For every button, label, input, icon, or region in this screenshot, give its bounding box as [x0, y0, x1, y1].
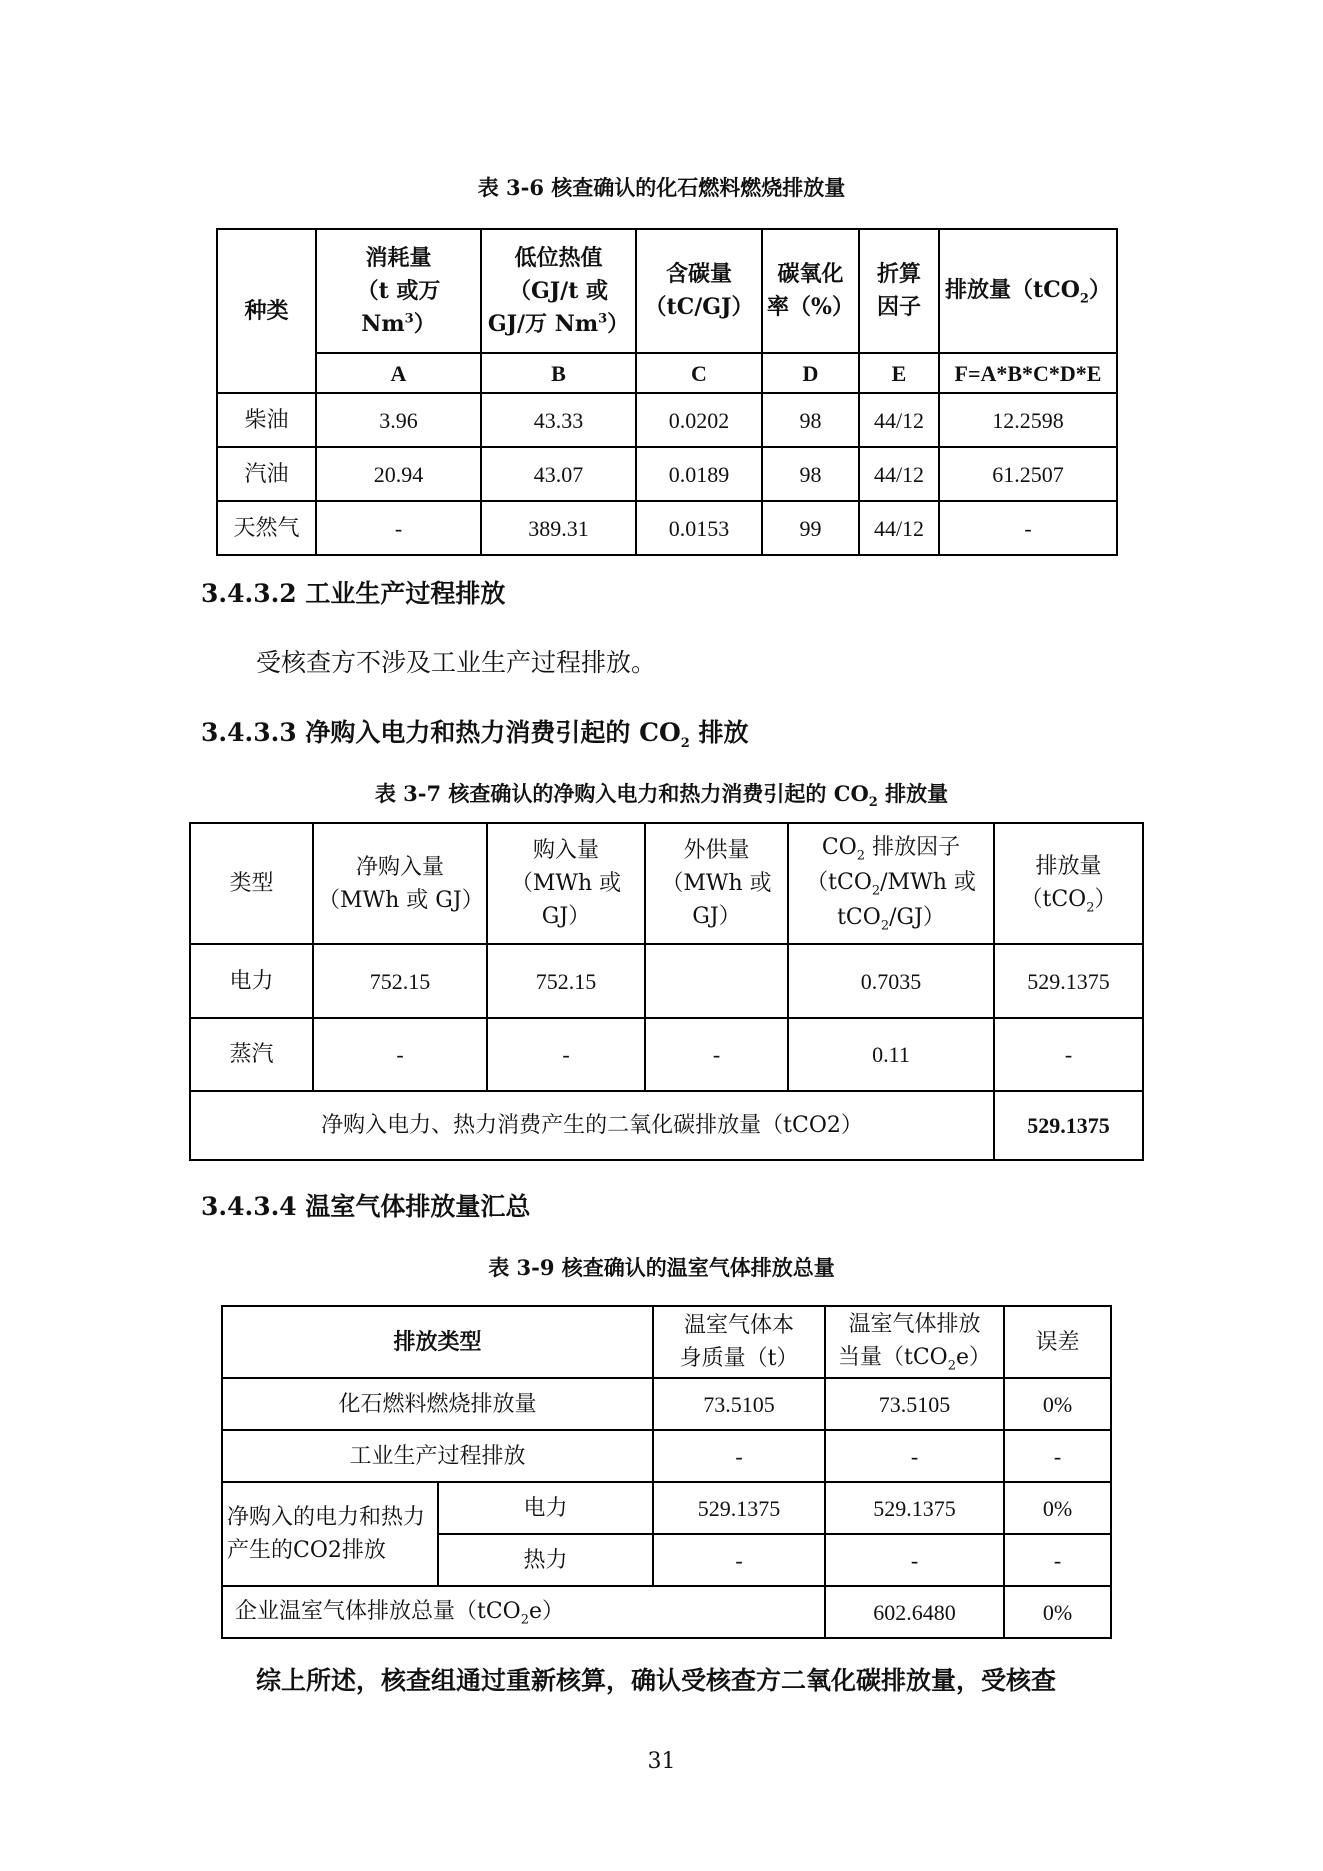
- header-oxidation-line2: 率（%）: [767, 294, 854, 320]
- header-net-purchase: [313, 823, 487, 944]
- section-3432-heading: 3.4.3.2 工业生产过程排放: [201, 579, 506, 608]
- section-3433-heading-end: 排放: [689, 718, 749, 747]
- ncv-unit2-end: ）: [607, 310, 630, 337]
- header-supply-line1: 外供量: [683, 838, 750, 863]
- cell-c: 0.0153: [636, 501, 762, 555]
- header-carbon-unit: （tC/GJ）: [644, 294, 754, 320]
- table-3-9-caption: 表 3-9 核查确认的温室气体排放总量: [488, 1255, 835, 1280]
- cell-b: 43.07: [481, 447, 636, 501]
- ncv-unit2-text: GJ/万 Nm: [487, 310, 599, 337]
- fuel-name: 天然气: [217, 501, 316, 555]
- header-ncv-unit2: [486, 308, 631, 341]
- fossil-error: 0%: [1004, 1378, 1111, 1430]
- table-3-6-letter-row: [217, 353, 1117, 393]
- fossil-mass: 73.5105: [653, 1378, 825, 1430]
- header-consumption: [316, 229, 481, 353]
- conclusion-text: 综上所述，核查组通过重新核算，确认受核查方二氧化碳排放量，受核查: [256, 1666, 1057, 1695]
- header-emission-factor: [788, 823, 994, 944]
- cell-buy: -: [487, 1018, 645, 1091]
- total-equiv: 602.6480: [825, 1586, 1004, 1638]
- electricity-equiv: 529.1375: [825, 1482, 1004, 1534]
- cell-f: -: [939, 501, 1117, 555]
- electricity-mass: 529.1375: [653, 1482, 825, 1534]
- fuel-name: 柴油: [217, 393, 316, 447]
- factor2-end: /MWh 或: [880, 870, 976, 896]
- header-consumption-label: 消耗量: [365, 244, 432, 271]
- header-gas-mass: [653, 1306, 825, 1378]
- letter-c: C: [636, 353, 762, 393]
- header-emission-type: 排放类型: [222, 1306, 653, 1378]
- header-factor: [859, 229, 939, 353]
- total-label: [222, 1586, 825, 1638]
- emis2-sub: 2: [1086, 899, 1095, 915]
- header-supply-line3: GJ）: [692, 904, 741, 929]
- table-row: [222, 1482, 1111, 1534]
- header-equiv-line1: 温室气体排放: [848, 1312, 981, 1338]
- cell-net: -: [313, 1018, 487, 1091]
- header-oxidation: [762, 229, 859, 353]
- industrial-mass: -: [653, 1430, 825, 1482]
- cell-supply: [645, 944, 788, 1018]
- emis2-end: ）: [1094, 886, 1117, 912]
- header-emis-line2: [999, 883, 1138, 918]
- heat-equiv: -: [825, 1534, 1004, 1586]
- emis2-text: （tCO: [1020, 886, 1087, 912]
- fossil-equiv: 73.5105: [825, 1378, 1004, 1430]
- header-oxidation-line1: 碳氧化: [777, 261, 844, 287]
- total-error: 0%: [1004, 1586, 1111, 1638]
- consumption-unit-sup: 3: [404, 311, 414, 327]
- table-3-6-caption: 表 3-6 核查确认的化石燃料燃烧排放量: [477, 175, 846, 200]
- header-mass-line1: 温室气体本: [684, 1313, 795, 1338]
- factor1-end: 排放因子: [865, 835, 961, 861]
- electricity-label: 电力: [438, 1482, 653, 1534]
- header-ncv-unit1: （GJ/t 或: [508, 277, 609, 304]
- cell-a: 20.94: [316, 447, 481, 501]
- header-carbon: [636, 229, 762, 353]
- cell-f: 61.2507: [939, 447, 1117, 501]
- heat-label: 热力: [438, 1534, 653, 1586]
- fuel-name: 汽油: [217, 447, 316, 501]
- header-net-line1: 净购入量: [355, 854, 444, 880]
- header-emission-end: ）: [1088, 276, 1111, 303]
- factor3-end: /GJ）: [889, 904, 945, 930]
- cell-factor: 0.7035: [788, 944, 994, 1018]
- header-supply-line2: （MWh 或: [661, 871, 772, 896]
- section-3433-heading-text: 3.4.3.3 净购入电力和热力消费引起的 CO: [201, 718, 681, 747]
- cell-e: 44/12: [859, 393, 939, 447]
- header-consumption-unit: [321, 275, 476, 341]
- industrial-equiv: -: [825, 1430, 1004, 1482]
- cell-e: 44/12: [859, 447, 939, 501]
- table-3-7-header-row: [190, 823, 1143, 944]
- table-3-7-caption-text: 表 3-7 核查确认的净购入电力和热力消费引起的 CO: [374, 781, 869, 806]
- cell-factor: 0.11: [788, 1018, 994, 1091]
- table-3-7-caption: [0, 778, 1323, 810]
- header-ncv-label: 低位热值: [514, 244, 603, 271]
- letter-f-formula: F=A*B*C*D*E: [939, 353, 1117, 393]
- table-3-7-caption-end: 排放量: [877, 781, 949, 806]
- page-number: 31: [647, 1749, 676, 1774]
- table-3-9-header-row: [222, 1306, 1111, 1378]
- cell-c: 0.0189: [636, 447, 762, 501]
- header-factor-line2: 因子: [876, 294, 921, 320]
- heat-mass: -: [653, 1534, 825, 1586]
- header-co2-equivalent: [825, 1306, 1004, 1378]
- table-row: [217, 447, 1117, 501]
- header-error: 误差: [1004, 1306, 1111, 1378]
- header-emis-line1: 排放量: [1035, 853, 1102, 879]
- consumption-unit-text: （t 或万 Nm: [356, 277, 441, 337]
- header-supply: [645, 823, 788, 944]
- header-buy-line2: （MWh 或: [510, 871, 622, 896]
- header-buy-line3: GJ）: [541, 904, 591, 929]
- cell-d: 98: [762, 393, 859, 447]
- energy-type: 电力: [190, 944, 313, 1018]
- table-3-9-total-row: [222, 1586, 1111, 1638]
- letter-b: B: [481, 353, 636, 393]
- table-3-6-header-row: [217, 229, 1117, 353]
- table-row: [190, 944, 1143, 1018]
- header-emission: [939, 229, 1117, 353]
- table-row: [222, 1378, 1111, 1430]
- consumption-unit-end: ）: [413, 310, 436, 337]
- industrial-label: 工业生产过程排放: [222, 1430, 653, 1482]
- cell-a: -: [316, 501, 481, 555]
- cell-b: 43.33: [481, 393, 636, 447]
- factor3-text: tCO: [837, 904, 881, 930]
- header-net-line2: （MWh 或 GJ）: [318, 887, 484, 913]
- table-3-7-caption-sub: 2: [868, 795, 878, 811]
- factor1-sub: 2: [856, 848, 866, 864]
- total-label: 净购入电力、热力消费产生的二氧化碳排放量（tCO2）: [190, 1091, 994, 1160]
- total-value: 529.1375: [994, 1091, 1143, 1160]
- electricity-error: 0%: [1004, 1482, 1111, 1534]
- header-ncv: [481, 229, 636, 353]
- header-mass-line2: 身质量（t）: [679, 1346, 799, 1371]
- letter-a: A: [316, 353, 481, 393]
- header-factor-line1: [793, 831, 989, 866]
- section-3434-heading: 3.4.3.4 温室气体排放量汇总: [201, 1192, 531, 1221]
- header-factor-line2: [793, 866, 989, 901]
- equiv2-sub: 2: [947, 1358, 956, 1374]
- factor2-sub: 2: [871, 883, 881, 899]
- equiv2-end: e）: [956, 1345, 992, 1371]
- table-row: [222, 1430, 1111, 1482]
- table-3-7-total-row: [190, 1091, 1143, 1160]
- letter-d: D: [762, 353, 859, 393]
- ncv-unit2-sup: 3: [598, 311, 608, 327]
- header-factor-line1: 折算: [876, 261, 921, 287]
- industrial-error: -: [1004, 1430, 1111, 1482]
- fossil-label: 化石燃料燃烧排放量: [222, 1378, 653, 1430]
- header-emission-text: 排放量（tCO: [945, 276, 1080, 303]
- cell-e: 44/12: [859, 501, 939, 555]
- header-purchase: [487, 823, 645, 944]
- total-label-sub: 2: [520, 1611, 529, 1627]
- header-type: 种类: [217, 229, 316, 393]
- equiv2-text: 当量（tCO: [838, 1345, 948, 1371]
- table-row: [217, 393, 1117, 447]
- table-3-9: [221, 1305, 1112, 1639]
- energy-type: 蒸汽: [190, 1018, 313, 1091]
- total-label-end: e）: [529, 1598, 565, 1624]
- letter-e: E: [859, 353, 939, 393]
- header-equiv-line2: [830, 1341, 999, 1376]
- table-3-7: [189, 822, 1144, 1161]
- section-3433-heading: [201, 713, 749, 751]
- net-group-label: 净购入的电力和热力产生的CO2排放: [222, 1482, 438, 1586]
- header-buy-line1: 购入量: [532, 838, 599, 863]
- cell-net: 752.15: [313, 944, 487, 1018]
- cell-emission: -: [994, 1018, 1143, 1091]
- header-factor-line3: [793, 901, 989, 936]
- cell-d: 98: [762, 447, 859, 501]
- total-label-text: 企业温室气体排放总量（tCO: [235, 1598, 521, 1624]
- table-3-6: [216, 228, 1118, 556]
- section-3432-text: 受核查方不涉及工业生产过程排放。: [256, 648, 657, 677]
- cell-b: 389.31: [481, 501, 636, 555]
- cell-emission: 529.1375: [994, 944, 1143, 1018]
- cell-c: 0.0202: [636, 393, 762, 447]
- heat-error: -: [1004, 1534, 1111, 1586]
- table-row: [190, 1018, 1143, 1091]
- table-row: [217, 501, 1117, 555]
- header-emission: [994, 823, 1143, 944]
- factor2-text: （tCO: [806, 870, 872, 896]
- factor1-text: CO: [821, 835, 857, 861]
- section-3433-heading-sub: 2: [680, 736, 690, 751]
- cell-f: 12.2598: [939, 393, 1117, 447]
- cell-buy: 752.15: [487, 944, 645, 1018]
- header-emission-sub: 2: [1079, 290, 1089, 306]
- header-carbon-label: 含碳量: [665, 261, 732, 287]
- cell-supply: -: [645, 1018, 788, 1091]
- cell-d: 99: [762, 501, 859, 555]
- header-type: 类型: [190, 823, 313, 944]
- cell-a: 3.96: [316, 393, 481, 447]
- factor3-sub: 2: [880, 918, 890, 934]
